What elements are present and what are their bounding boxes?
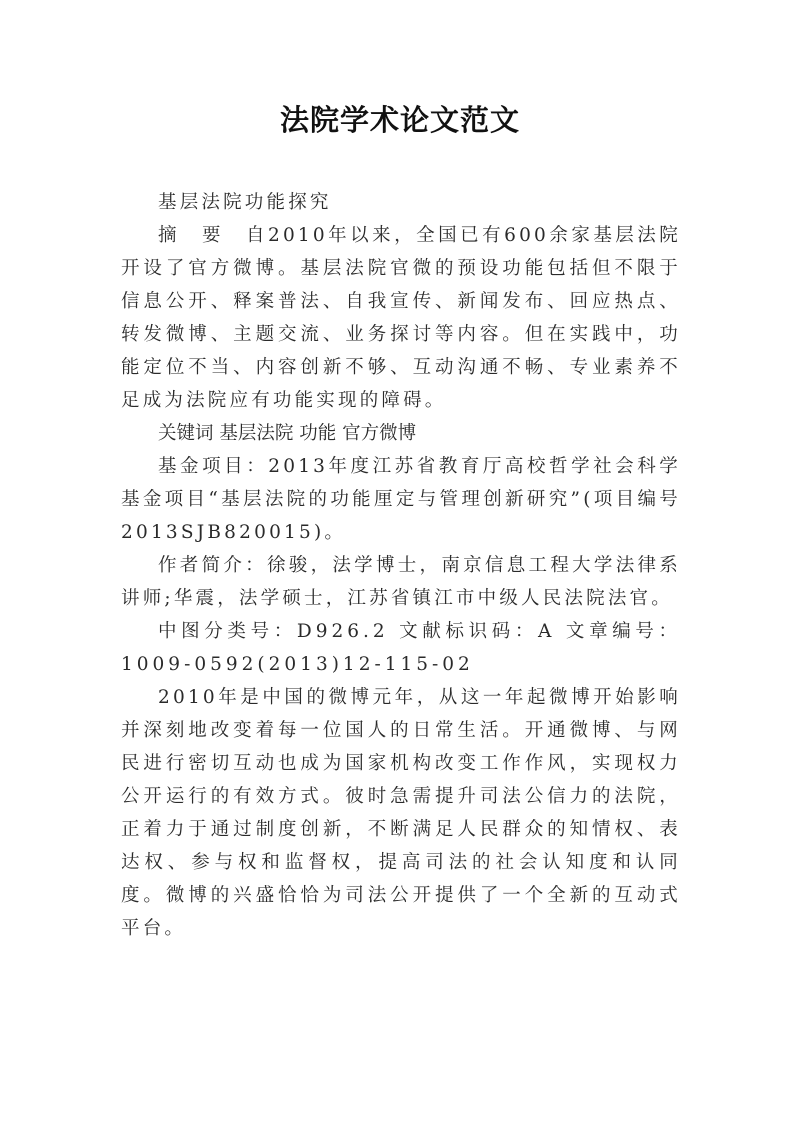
document-title: 法院学术论文范文 <box>279 103 520 137</box>
document-body <box>121 186 681 945</box>
article-subtitle: 基层法院功能探究 <box>158 192 332 213</box>
author-bio-paragraph: 作者简介：徐骏，法学博士，南京信息工程大学法律系讲师;华震，法学硕士，江苏省镇江市中级人民法院法官。 <box>121 555 681 609</box>
fund-paragraph: 基金项目：2013年度江苏省教育厅高校哲学社会科学基金项目“基层法院的功能厘定与管理创新研究”(项目编号2013SJB820015)。 <box>121 456 681 543</box>
keywords-line: 关键词 基层法院 功能 官方微博 <box>158 423 417 444</box>
abstract-paragraph: 摘 要 自2010年以来，全国已有600余家基层法院开设了官方微博。基层法院官微的预设功能包括但不限于信息公开、释案普法、自我宣传、新闻发布、回应热点、转发微博、主题交流、业务探讨等内容。但在实践中，功能定位不当、内容创新不够、互动沟通不畅、专业素养不足成为法院应有功能实现的障碍。 <box>121 225 681 411</box>
intro-paragraph: 2010年是中国的微博元年，从这一年起微博开始影响并深刻地改变着每一位国人的日常生活。开通微博、与网民进行密切互动也成为国家机构改变工作作风，实现权力公开运行的有效方式。彼时急需提升司法公信力的法院，正着力于通过制度创新，不断满足人民群众的知情权、表达权、参与权和监督权，提高司法的社会认知度和认同度。微博的兴盛恰恰为司法公开提供了一个全新的互动式平台。 <box>121 687 681 939</box>
classification-paragraph: 中图分类号：D926.2 文献标识码：A 文章编号：1009-0592(2013)12-115-02 <box>121 621 681 675</box>
